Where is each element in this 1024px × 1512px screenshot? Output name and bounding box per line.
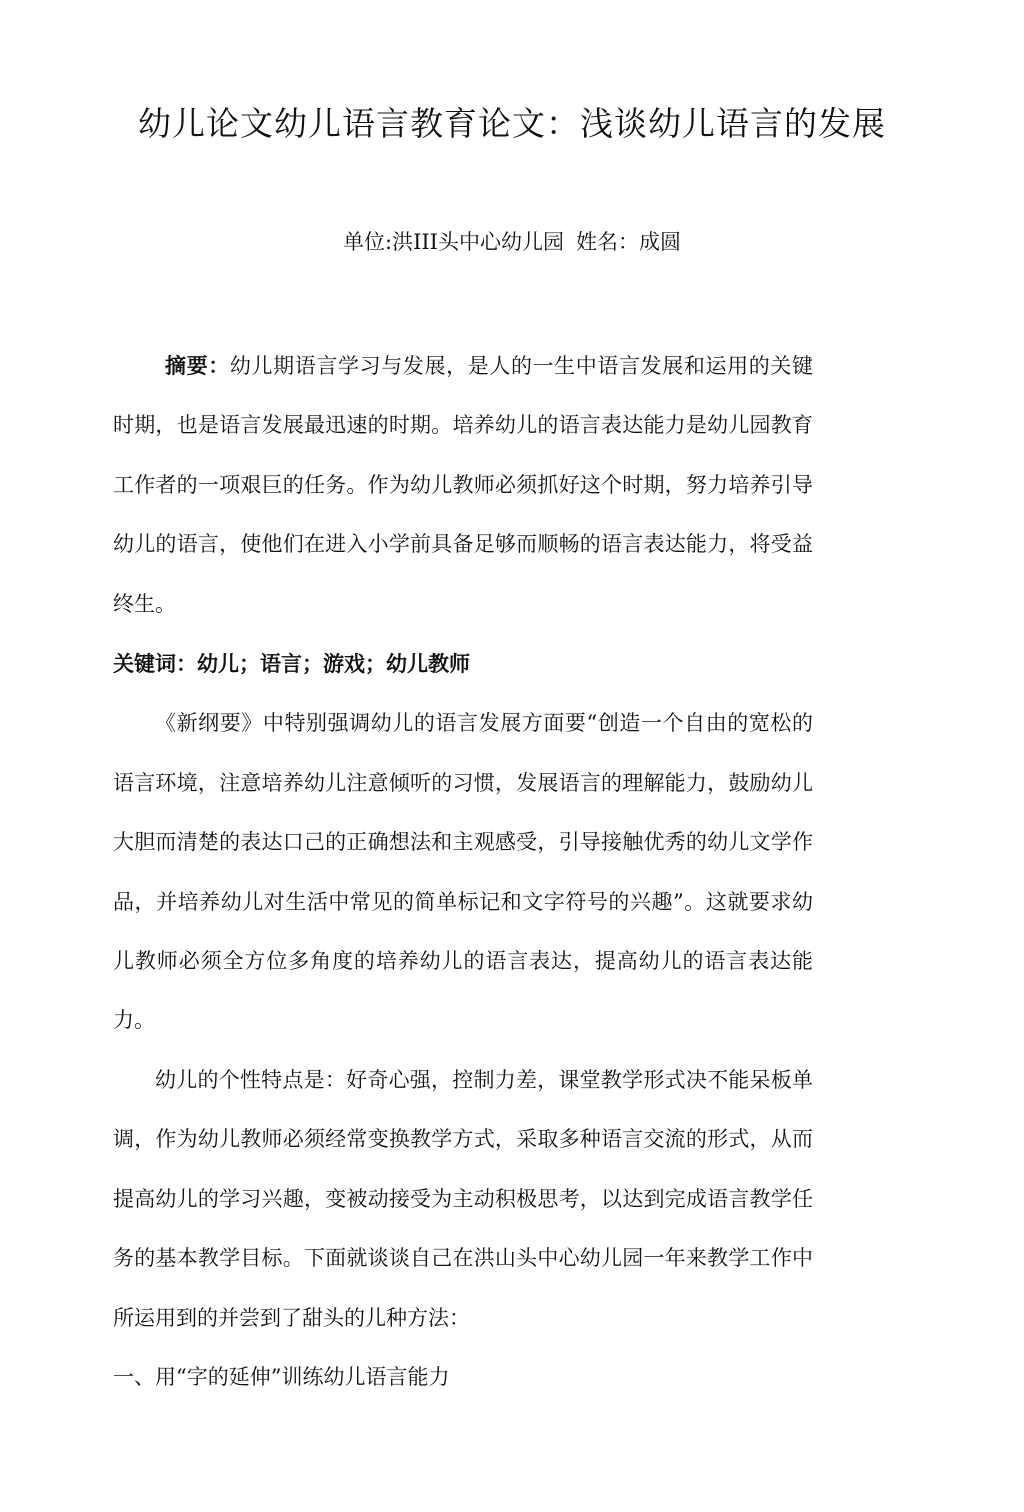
author-unit: 单位:洪III头中心幼儿园 — [343, 230, 564, 254]
author-name: 姓名：成圆 — [575, 230, 681, 254]
document-title: 幼儿论文幼儿语言教育论文：浅谈幼儿语言的发展 — [138, 104, 886, 143]
body-paragraph-1: 《新纲要》中特别强调幼儿的语言发展方面要“创造一个自由的宽松的语言环境，注意培养幼儿注意倾听的习惯，发展语言的理解能力，鼓励幼儿大胆而清楚的表达口己的正确想法和主观感受，引导接触优秀的幼儿文学作品，并培养幼儿对生活中常见的简单标记和文字符号的兴趣”。这就要求幼儿教师必须全方位多角度的培养幼儿的语言表达，提高幼儿的语言表达能力。 — [113, 711, 813, 1033]
keywords-label: 关键词： — [113, 651, 197, 677]
keywords-text: 幼儿；语言；游戏；幼儿教师 — [197, 651, 470, 677]
abstract-label: 摘要： — [165, 353, 230, 378]
abstract-text: 幼儿期语言学习与发展，是人的一生中语言发展和运用的关键时期，也是语言发展最迅速的时期。培养幼儿的语言表达能力是幼儿园教育工作者的一项艰巨的任务。作为幼儿教师必须抓好这个时期，努力培养引导幼儿的语言，使他们在进入小学前具备足够而顺畅的语言表达能力，将受益终生。 — [113, 354, 814, 616]
author-line — [0, 226, 1024, 256]
keywords-paragraph — [113, 634, 813, 694]
abstract-paragraph — [113, 336, 813, 634]
section-heading: 一、用“字的延伸”训练幼儿语言能力 — [113, 1364, 450, 1389]
document-body — [113, 336, 813, 1407]
body-paragraph-2: 幼儿的个性特点是：好奇心强，控制力差，课堂教学形式决不能呆板单调，作为幼儿教师必须经常变换教学方式，采取多种语言交流的形式，从而提高幼儿的学习兴趣，变被动接受为主动积极思考，以达到完成语言教学任务的基本教学目标。下面就谈谈自己在洪山头中心幼儿园一年来教学工作中所运用到的并尝到了甜头的儿种方法： — [113, 1067, 813, 1330]
